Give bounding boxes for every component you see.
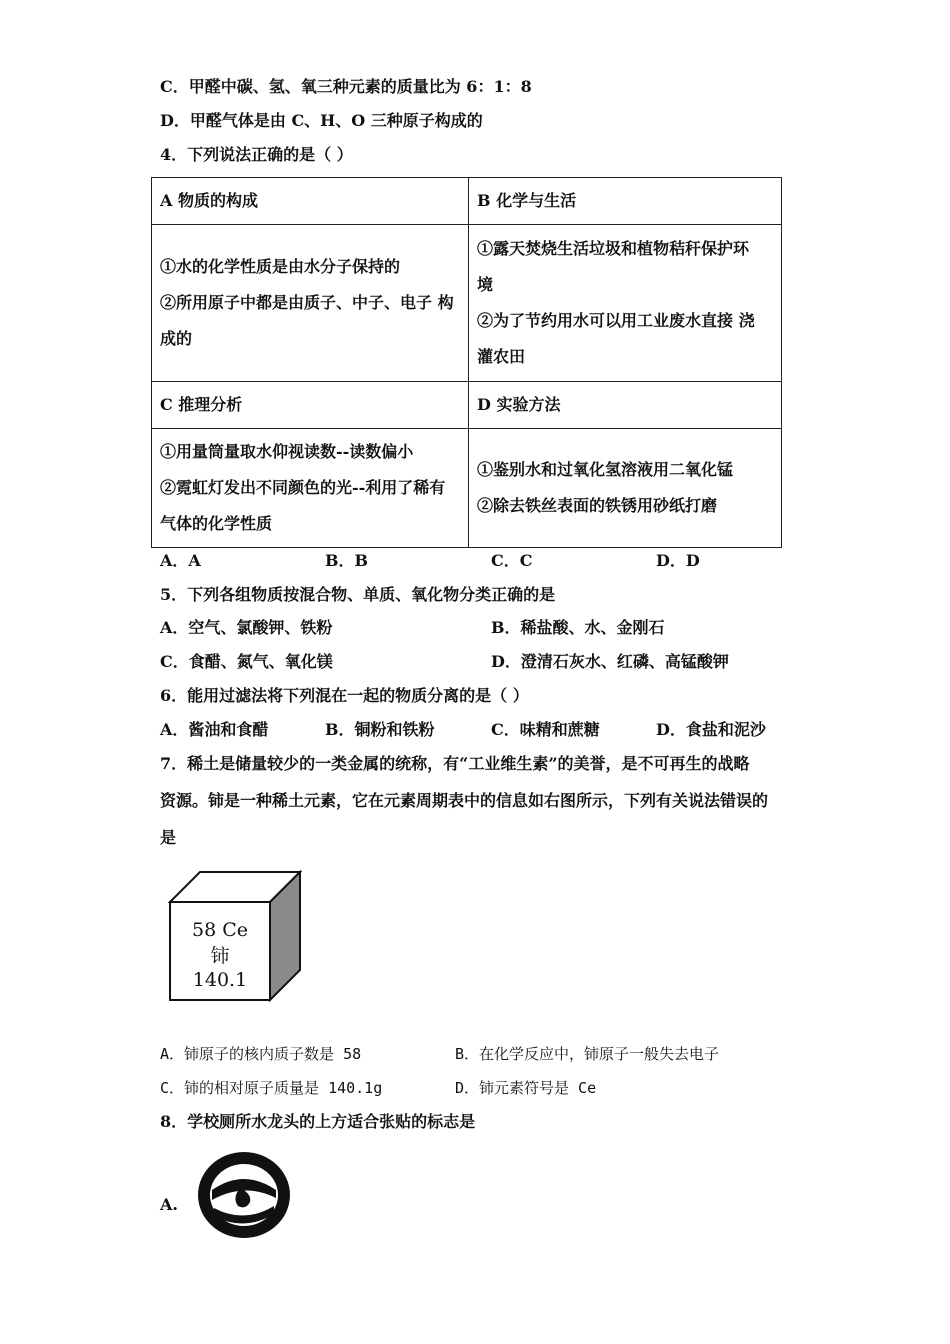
cell-b-content — [469, 225, 782, 382]
cell-d-content — [469, 429, 782, 548]
cell-c-line: ②霓虹灯发出不同颜色的光--利用了稀有 — [160, 478, 446, 497]
cell-b-line: 境 — [477, 275, 494, 294]
cell-a-line: ②所用原子中都是由质子、中子、电子 构 — [160, 293, 454, 312]
q7-option-d-text: D．铈元素符号是 Ce — [455, 1079, 597, 1097]
cell-a-content — [152, 225, 469, 382]
q5-question: 5．下列各组物质按混合物、单质、氧化物分类正确的是 — [160, 585, 556, 604]
cell-d-line: ②除去铁丝表面的铁锈用砂纸打磨 — [477, 496, 718, 515]
cell-d-line: ①鉴别水和过氧化氢溶液用二氧化锰 — [477, 460, 734, 479]
q5-option-a[interactable]: A．空气、氯酸钾、铁粉 — [160, 618, 333, 637]
cell-d-title: D 实验方法 — [469, 382, 782, 429]
cell-a-line: ①水的化学性质是由水分子保持的 — [160, 257, 401, 276]
q6-option-b[interactable]: B．铜粉和铁粉 — [325, 720, 435, 739]
cell-c-title: C 推理分析 — [152, 382, 469, 429]
q8-question: 8．学校厕所水龙头的上方适合张贴的标志是 — [160, 1112, 476, 1131]
q7-option-a[interactable] — [160, 1044, 361, 1064]
q7-option-b-text: B．在化学反应中，铈原子一般失去电子 — [455, 1045, 720, 1063]
q6-option-d[interactable]: D．食盐和泥沙 — [656, 720, 766, 739]
q6-option-c[interactable]: C．味精和蔗糖 — [491, 720, 600, 739]
cell-b-line: ①露天焚烧生活垃圾和植物秸秆保护环 — [477, 239, 750, 258]
cell-b-line: 灌农田 — [477, 347, 526, 366]
q7-option-b[interactable] — [455, 1044, 719, 1064]
cell-b-line: ②为了节约用水可以用工业废水直接 浇 — [477, 311, 755, 330]
q5-option-b[interactable]: B．稀盐酸、水、金刚石 — [491, 618, 665, 637]
cell-a-title: A 物质的构成 — [152, 178, 469, 225]
q7-line-1: 7．稀土是储量较少的一类金属的统称，有“工业维生素”的美誉，是不可再生的战略 — [160, 754, 750, 773]
q4-question: 4．下列说法正确的是（ ） — [160, 145, 353, 164]
q7-option-c-text: C．铈的相对原子质量是 140.1g — [160, 1079, 383, 1097]
q7-line-2: 资源。铈是一种稀土元素，它在元素周期表中的信息如右图所示，下列有关说法错误的 — [160, 791, 769, 810]
element-number-symbol: 58 Ce — [192, 919, 248, 941]
cell-a-line: 成的 — [160, 329, 193, 348]
q5-option-d[interactable]: D．澄清石灰水、红磷、高锰酸钾 — [491, 652, 729, 671]
q8-option-a-label[interactable]: A. — [160, 1195, 178, 1214]
q4-table — [151, 177, 782, 548]
element-mass: 140.1 — [192, 969, 248, 991]
cell-c-line: ①用量筒量取水仰视读数--读数偏小 — [160, 442, 414, 461]
q3-option-c: C．甲醛中碳、氢、氧三种元素的质量比为 6：1：8 — [160, 77, 532, 96]
q7-line-3: 是 — [160, 828, 177, 847]
cell-c-line: 气体的化学性质 — [160, 514, 273, 533]
element-name: 铈 — [210, 945, 230, 967]
q7-option-d[interactable] — [455, 1078, 596, 1098]
cell-b-title: B 化学与生活 — [469, 178, 782, 225]
cerium-element-cube — [160, 862, 310, 1007]
q6-question: 6．能用过滤法将下列混在一起的物质分离的是（ ） — [160, 686, 529, 705]
q5-option-c[interactable]: C．食醋、氮气、氧化镁 — [160, 652, 333, 671]
q7-option-a-text: A．铈原子的核内质子数是 58 — [160, 1045, 362, 1063]
q7-option-c[interactable] — [160, 1078, 382, 1098]
q4-option-c[interactable]: C．C — [491, 551, 533, 570]
q4-option-d[interactable]: D．D — [656, 551, 700, 570]
q6-option-a[interactable]: A．酱油和食醋 — [160, 720, 269, 739]
q4-option-a[interactable]: A．A — [160, 551, 201, 570]
q3-option-d: D．甲醛气体是由 C、H、O 三种原子构成的 — [160, 111, 483, 130]
q4-option-b[interactable]: B．B — [325, 551, 369, 570]
water-saving-logo-icon — [196, 1150, 292, 1240]
cell-c-content — [152, 429, 469, 548]
